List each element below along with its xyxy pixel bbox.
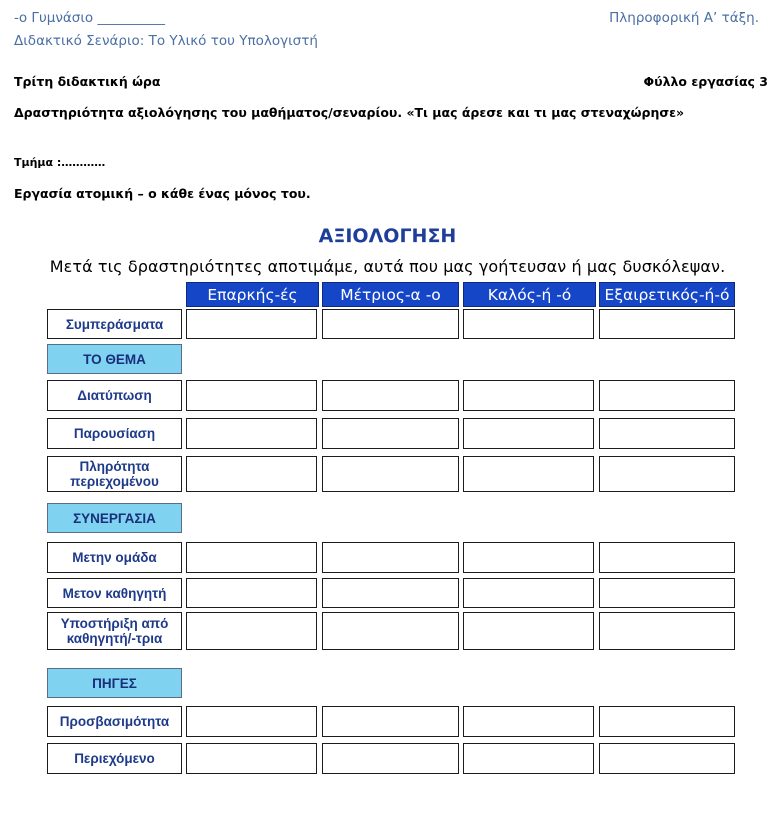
rating-cell[interactable]: [322, 418, 459, 449]
rating-cell[interactable]: [463, 309, 594, 339]
column-header-moderate: Μέτριος-α -ο: [322, 282, 459, 307]
evaluation-title: ΑΞΙΟΛΟΓΗΣΗ: [318, 225, 457, 247]
rating-cell[interactable]: [463, 706, 594, 737]
rating-cell[interactable]: [599, 418, 735, 449]
row-label-accessibility: Προσβασιμότητα: [47, 706, 182, 737]
column-header-sufficient: Επαρκής-ές: [186, 282, 319, 307]
rating-cell[interactable]: [186, 612, 317, 650]
section-sources: ΠΗΓΕΣ: [47, 668, 182, 698]
row-label-formulation: Διατύπωση: [47, 380, 182, 411]
class-section-field: Τμήμα :…………: [14, 156, 106, 169]
rating-cell[interactable]: [599, 380, 735, 411]
rating-cell[interactable]: [322, 578, 459, 608]
rating-cell[interactable]: [322, 456, 459, 492]
rating-cell[interactable]: [599, 309, 735, 339]
rating-cell[interactable]: [599, 578, 735, 608]
section-topic: ΤΟ ΘΕΜΑ: [47, 344, 182, 374]
rating-cell[interactable]: [186, 578, 317, 608]
column-header-good: Καλός-ή -ό: [463, 282, 596, 307]
work-mode: Εργασία ατομική – ο κάθε ένας μόνος του.: [14, 186, 311, 201]
row-label-conclusions: Συμπεράσματα: [47, 309, 182, 339]
row-label-completeness: Πληρότητα περιεχομένου: [47, 456, 182, 492]
rating-cell[interactable]: [322, 380, 459, 411]
rating-cell[interactable]: [322, 706, 459, 737]
column-header-excellent: Εξαιρετικός-ή-ό: [599, 282, 735, 307]
rating-cell[interactable]: [186, 542, 317, 573]
row-label-with-teacher: Μετον καθηγητή: [47, 578, 182, 608]
rating-cell[interactable]: [599, 456, 735, 492]
rating-cell[interactable]: [322, 542, 459, 573]
rating-cell[interactable]: [599, 612, 735, 650]
scenario-title: Διδακτικό Σενάριο: Το Υλικό του Υπολογιστή: [14, 33, 318, 49]
row-label-presentation: Παρουσίαση: [47, 418, 182, 449]
rating-cell[interactable]: [463, 612, 594, 650]
row-label-content: Περιεχόμενο: [47, 743, 182, 774]
school-name: -ο Γυμνάσιο __________: [14, 10, 165, 26]
worksheet-number: Φύλλο εργασίας 3: [643, 74, 768, 89]
rating-cell[interactable]: [463, 578, 594, 608]
rating-cell[interactable]: [599, 706, 735, 737]
evaluation-subtitle: Μετά τις δραστηριότητες αποτιμάμε, αυτά που μας γοήτευσαν ή μας δυσκόλεψαν.: [49, 257, 726, 276]
subject-class: Πληροφορική Α’ τάξη.: [609, 10, 759, 26]
rating-cell[interactable]: [463, 542, 594, 573]
rating-cell[interactable]: [186, 743, 317, 774]
rating-cell[interactable]: [463, 743, 594, 774]
rating-cell[interactable]: [186, 456, 317, 492]
rating-cell[interactable]: [322, 612, 459, 650]
activity-description: Δραστηριότητα αξιολόγησης του μαθήματος/σεναρίου. «Τι μας άρεσε και τι μας στεναχώρησε»: [14, 105, 685, 120]
rating-cell[interactable]: [463, 380, 594, 411]
row-label-teacher-support: Υποστήριξη από καθηγητή/-τρια: [47, 612, 182, 650]
lesson-hour: Τρίτη διδακτική ώρα: [14, 74, 161, 89]
rating-cell[interactable]: [186, 380, 317, 411]
rating-cell[interactable]: [599, 542, 735, 573]
rating-cell[interactable]: [463, 456, 594, 492]
row-label-with-group: Μετην ομάδα: [47, 542, 182, 573]
rating-cell[interactable]: [463, 418, 594, 449]
rating-cell[interactable]: [186, 309, 317, 339]
rating-cell[interactable]: [186, 706, 317, 737]
rating-cell[interactable]: [186, 418, 317, 449]
section-collaboration: ΣΥΝΕΡΓΑΣΙΑ: [47, 503, 182, 533]
rating-cell[interactable]: [322, 743, 459, 774]
rating-cell[interactable]: [322, 309, 459, 339]
rating-cell[interactable]: [599, 743, 735, 774]
